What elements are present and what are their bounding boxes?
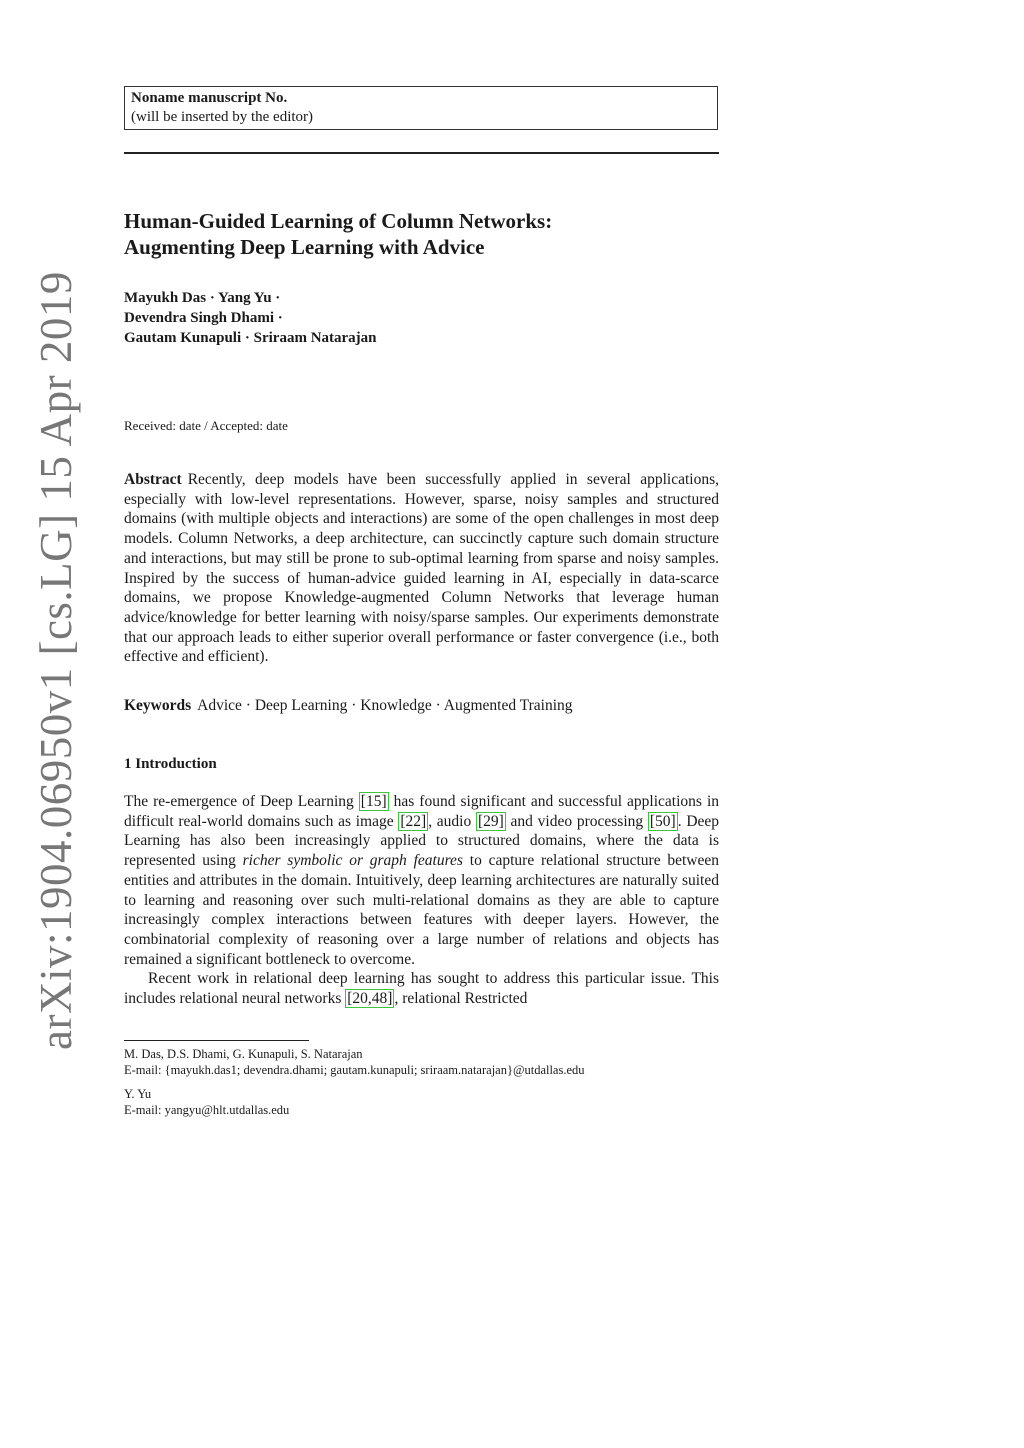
authors-line-3: Gautam Kunapuli · Sriraam Natarajan xyxy=(124,330,377,346)
manuscript-box xyxy=(124,86,718,130)
keywords xyxy=(124,696,719,716)
author-list xyxy=(124,288,719,348)
section-heading: 1 Introduction xyxy=(124,756,217,772)
intro-text: has found significant and successful applications in difficult real-world domains such as image xyxy=(124,793,719,830)
authors-line-1: Mayukh Das · Yang Yu · xyxy=(124,290,281,306)
title-line-2: Augmenting Deep Learning with Advice xyxy=(124,235,485,259)
abstract-text: Recently, deep models have been successfully applied in several applications, especially with low-level representations. However, sparse, noisy samples and structured domains (with multiple objects and interactions) are some of the open challenges in most deep models. Column Networks, a deep architecture, can succinctly capture such domain structure and interactions, but may still be prone to sub-optimal learning from sparse and noisy samples. Inspired by the success of human-advice guided learning in AI, especially in data-scarce domains, we propose Knowledge-augmented Column Networks that leverage human advice/knowledge for better learning with noisy/sparse samples. Our experiments demonstrate that our approach leads to either superior overall performance or faster convergence (i.e., both effective and efficient). xyxy=(124,471,719,666)
intro-text: The re-emergence of Deep Learning xyxy=(124,793,359,810)
title-line-1: Human-Guided Learning of Column Networks: xyxy=(124,209,553,233)
intro-text: Recent work in relational deep learning has sought to address this particular issue. This includes relational neural networks xyxy=(124,970,719,1008)
abstract xyxy=(124,470,719,667)
received-date: Received: date / Accepted: date xyxy=(124,418,288,433)
citation-link-50[interactable]: [50] xyxy=(649,812,676,830)
intro-paragraph-2 xyxy=(124,969,719,1008)
footnote-names: M. Das, D.S. Dhami, G. Kunapuli, S. Natarajan xyxy=(124,1047,363,1061)
intro-text: to capture relational structure between entities and attributes in the domain. Intuitively, deep learning architectures are naturally suited to learning and reasoning over such multi-relational domains as they are able to capture increasingly complex interactions between features with deeper layers. However, the combinatorial complexity of reasoning over a large number of relations and objects has remained a significant bottleneck to overcome. xyxy=(124,852,720,968)
citation-link-15[interactable]: [15] xyxy=(360,793,387,810)
intro-paragraph-1 xyxy=(124,792,719,969)
intro-text: , relational Restricted xyxy=(394,990,528,1008)
citation-link-22[interactable]: [22] xyxy=(400,812,427,830)
intro-emphasis: richer symbolic or graph features xyxy=(242,852,463,870)
abstract-label: Abstract xyxy=(124,471,182,488)
citation-link-29[interactable]: [29] xyxy=(477,812,504,830)
affiliation-footnote-2 xyxy=(124,1086,724,1118)
citation-link-20-48[interactable]: [20,48] xyxy=(347,990,393,1008)
manuscript-label: Noname manuscript No. xyxy=(131,90,288,106)
footnote-rule xyxy=(124,1040,309,1041)
intro-text: and video processing xyxy=(505,812,648,830)
footnote-names: Y. Yu xyxy=(124,1087,152,1101)
intro-text: . Deep Learning has also been increasingly applied to structured domains, where the data is represented using xyxy=(124,812,720,870)
arxiv-stamp: arXiv:1904.06950v1 [cs.LG] 15 Apr 2019 xyxy=(31,271,81,1050)
affiliation-footnote-1 xyxy=(124,1046,724,1078)
manuscript-note: (will be inserted by the editor) xyxy=(131,109,314,125)
paper-title xyxy=(124,208,719,260)
keywords-text: Advice · Deep Learning · Knowledge · Augmented Training xyxy=(197,697,573,714)
introduction-body xyxy=(124,792,719,1009)
footnote-email: E-mail: yangyu@hlt.utdallas.edu xyxy=(124,1103,290,1117)
header-rule xyxy=(124,152,719,154)
intro-text: , audio xyxy=(428,812,476,830)
authors-line-2: Devendra Singh Dhami · xyxy=(124,310,283,326)
footnote-email: E-mail: {mayukh.das1; devendra.dhami; gautam.kunapuli; sriraam.natarajan}@utdallas.edu xyxy=(124,1063,585,1077)
keywords-label: Keywords xyxy=(124,697,192,714)
